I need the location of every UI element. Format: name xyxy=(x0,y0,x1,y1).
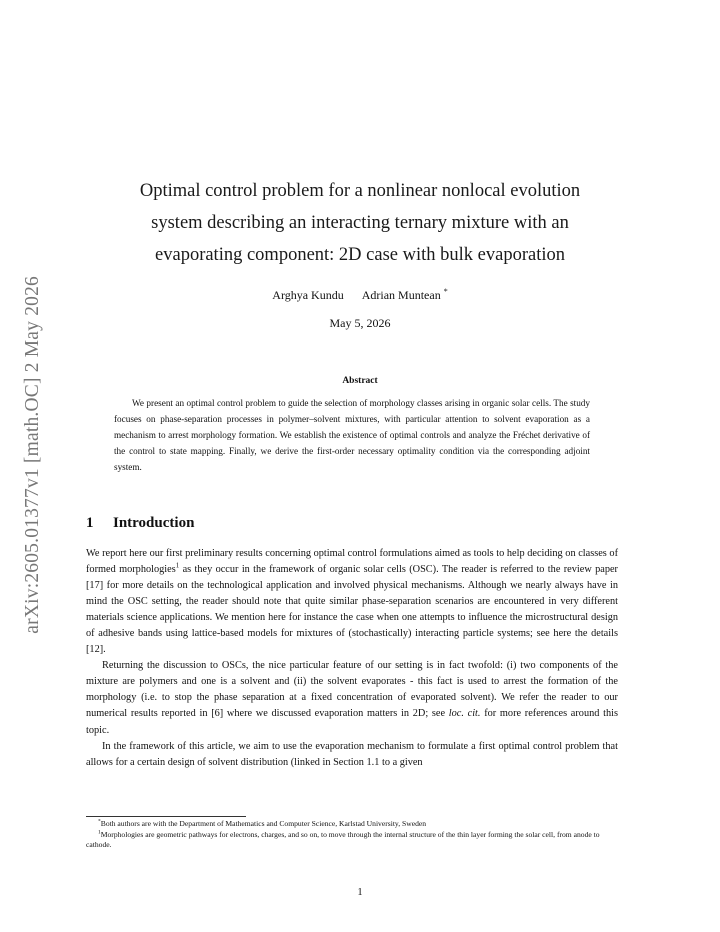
footnote: $^1$Morphologies are geometric pathways for electrons, charges, and so on, to move through the internal structure of the thin layer forming the solar cell, from anode to cathode. xyxy=(86,828,600,849)
title-line: system describing an interacting ternary mixture with an xyxy=(151,213,569,233)
abstract-text: We present an optimal control problem to guide the selection of morphology classes arising in organic solar cells. The study focuses on phase-separation processes in polymer–solvent mixtures, with particular attention to solvent evaporation as a mechanism to arrest morphology formation. We establish the existence of optimal controls and analyze the Fréchet derivative of the control to state mapping. Finally, we derive the first-order necessary optimality condition via the corresponding adjoint system. xyxy=(114,398,590,472)
footnote: *Both authors are with the Department of Mathematics and Computer Science, Karlstad University, Sweden xyxy=(98,818,427,828)
paragraph: We report here our first preliminary results concerning optimal control formulations aimed as tools to help deciding on classes of formed morphologies$^1$ as they occur in the framework of organic solar cells (OSC). The reader is referred to the review paper [17] for more details on the technological application and involved physical mechanisms. Although we nearly always have in mind the OSC setting, the reader should note that quite similar phase-separation scenarios are encountered in very different materials science applications. We mention here for instance the case when one attempts to influence the microstructural design of adhesive bands using lattice-based models for mixtures of (stochastically) interacting particle systems; see here the details [12]. xyxy=(86,548,618,656)
arxiv-sidebar-stamp xyxy=(18,250,48,660)
paper-title xyxy=(86,175,634,271)
author-footnote-mark: * xyxy=(443,287,448,296)
footnotes xyxy=(86,819,618,851)
section-title: Introduction xyxy=(113,515,195,531)
author-name: Arghya Kundu xyxy=(272,288,344,302)
footnote-ref: 1 xyxy=(175,561,180,570)
author-name: Adrian Muntean xyxy=(361,288,441,302)
paragraph: Returning the discussion to OSCs, the nice particular feature of our setting is in fact twofold: (i) two components of the mixture are polymers and one is a solvent and (ii) the solvent evaporates - this fact is used to arrest the formation of the morphology (i.e. to stop the phase separation at a fixed concentration of evaporated solvent). We refer the reader to our numerical results reported in [6] where we discussed evaporation matters in 2D; see loc. cit. for more references around this topic. xyxy=(86,660,618,736)
abstract-heading: Abstract xyxy=(342,376,378,386)
title-line: Optimal control problem for a nonlinear nonlocal evolution xyxy=(139,181,581,201)
footnote-rule xyxy=(86,816,246,817)
author-list xyxy=(0,287,720,303)
title-line: evaporating component: 2D case with bulk evaporation xyxy=(155,245,565,265)
page-number: 1 xyxy=(357,887,363,898)
section-number: 1 xyxy=(86,515,94,531)
arxiv-identifier: arXiv:2605.01377v1 [math.OC] 2 May 2026 xyxy=(22,276,43,634)
paragraph: In the framework of this article, we aim to use the evaporation mechanism to formulate a first optimal control problem that allows for a certain design of solvent distribution (linked in Section 1.1 to a given xyxy=(86,740,618,768)
introduction-body xyxy=(86,546,618,771)
section-heading xyxy=(86,515,194,532)
paper-date: May 5, 2026 xyxy=(329,316,391,330)
